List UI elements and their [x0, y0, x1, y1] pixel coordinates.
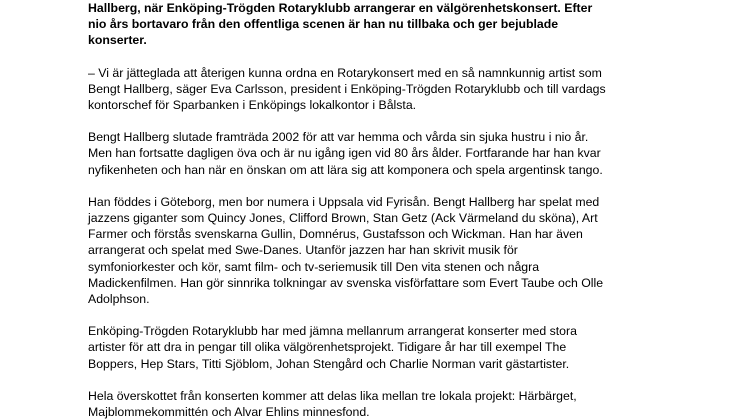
text-line: Boppers, Hep Stars, Titti Sjöblom, Johan Stengård och Charlie Norman varit gästartister.: [88, 356, 570, 371]
text-line: nyfikenheten och han när en önskan om att lära sig att komponera och spela argentinsk tango.: [88, 162, 603, 177]
paragraph-proceeds: [88, 388, 728, 420]
text-line: Majblommekommittén och Alvar Ehlins minnesfond.: [88, 405, 370, 420]
text-line: Adolphson.: [88, 292, 150, 307]
text-line: – Vi är jätteglada att återigen kunna ordna en Rotarykonsert med en så namnkunnig artist som: [88, 65, 602, 80]
paragraph-quote: [88, 65, 728, 114]
paragraph-career-pause: [88, 129, 728, 178]
text-line: Hela överskottet från konserten kommer att delas lika mellan tre lokala projekt: Härbärget,: [88, 388, 577, 403]
article-body: [88, 0, 728, 420]
text-line: jazzens giganter som Quincy Jones, Clifford Brown, Stan Getz (Ack Värmeland du sköna), Art: [88, 211, 598, 226]
text-line: Bengt Hallberg slutade framträda 2002 för att var hemma och vårda sin sjuka hustru i nio år.: [88, 130, 589, 145]
text-line: Madickenfilmen. Han gör sinnrika tolkningar av svenska visförfattare som Evert Taube och Olle: [88, 275, 604, 290]
text-line: symfoniorkester och kör, samt film- och tv-seriemusik till Den vita stenen och några: [88, 259, 540, 274]
lead-paragraph: [88, 0, 728, 49]
paragraph-biography: [88, 194, 728, 307]
text-line: Enköping-Trögden Rotaryklubb har med jämna mellanrum arrangerat konserter med stora: [88, 324, 577, 339]
text-line: artister för att dra in pengar till olika välgörenhetsprojekt. Tidigare år har till exempel The: [88, 340, 567, 355]
text-line: Men han fortsatte dagligen öva och är nu igång igen vid 80 års ålder. Fortfarande har han kvar: [88, 146, 601, 161]
lead-line: Hallberg, när Enköping-Trögden Rotaryklubb arrangerar en välgörenhetskonsert. Efter: [88, 1, 593, 15]
text-line: arrangerat och spelat med Swe-Danes. Utanför jazzen har han skrivit musik för: [88, 243, 518, 258]
text-line: Farmer och förstås svenskarna Gullin, Domnérus, Gustafsson och Wickman. Han har även: [88, 227, 583, 242]
paragraph-previous-artists: [88, 323, 728, 372]
lead-line: konserter.: [88, 33, 147, 48]
text-line: Bengt Hallberg, säger Eva Carlsson, president i Enköping-Trögden Rotaryklubb och till vardags: [88, 81, 606, 96]
text-line: Han föddes i Göteborg, men bor numera i Uppsala vid Fyrisån. Bengt Hallberg har spelat med: [88, 194, 600, 209]
text-line: kontorschef för Sparbanken i Enköpings lokalkontor i Bålsta.: [88, 98, 417, 113]
lead-line: nio års bortavaro från den offentliga scenen är han nu tillbaka och ger bejublade: [88, 17, 559, 32]
